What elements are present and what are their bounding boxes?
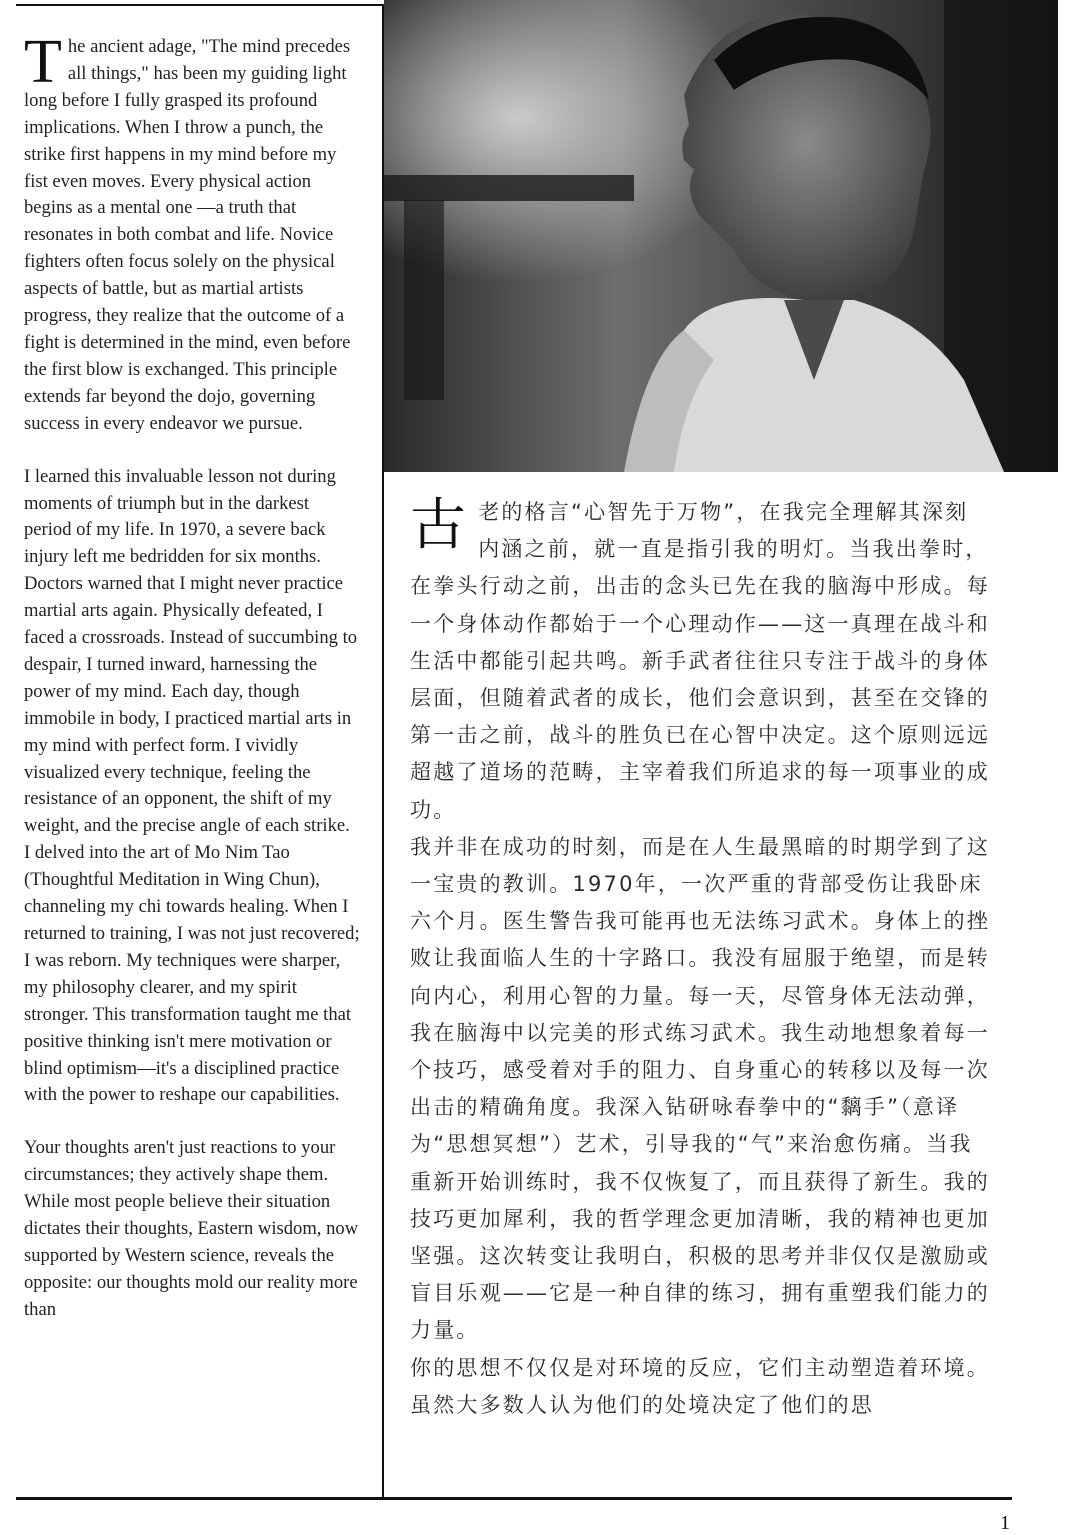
english-paragraph-1 [24,28,360,438]
bottom-rule [16,1497,1012,1500]
chinese-drop-cap: 古 [410,493,469,558]
chinese-column [410,494,990,1424]
english-paragraph-2: I learned this invaluable lesson not during moments of triumph but in the darkest period of my life. In 1970, a severe back injury left me bedridden for six months. Doctors warned that I might never practice martial arts again. Physically defeated, I faced a crossroads. Instead of succumbing to despair, I turned inward, harnessing the power of my mind. Each day, though immobile in body, I practiced martial arts in my mind with perfect form. I vividly visualized every technique, feeling the resistance of an opponent, the shift of my weight, and the precise angle of each strike. I delved into the art of Mo Nim Tao (Thoughtful Meditation in Wing Chun), channeling my chi towards healing. When I returned to training, I was not just recovered; I was reborn. My techniques were sharper, my philosophy clearer, and my spirit stronger. This transformation taught me that positive thinking isn't mere motivation or blind optimism—it's a disciplined practice with the power to reshape our capabilities. [24,465,360,1106]
chinese-paragraph-1-text: 老的格言“心智先于万物”，在我完全理解其深刻内涵之前，就一直是指引我的明灯。当我出拳时，在拳头行动之前，出击的念头已先在我的脑海中形成。每一个身体动作都始于一个心理动作——这一真理在战斗和生活中都能引起共鸣。新手武者往往只专注于战斗的身体层面，但随着武者的成长，他们会意识到，甚至在交锋的第一击之前，战斗的胜负已在心智中决定。这个原则远远超越了道场的范畴，主宰着我们所追求的每一项事业的成功。 [410,500,990,822]
top-rule [16,4,382,6]
english-drop-cap: T [24,28,62,96]
english-paragraph-3: Your thoughts aren't just reactions to your circumstances; they actively shape them. While most people believe their situation dictates their thoughts, Eastern wisdom, now supported by Western science, reveals the opposite: our thoughts mold our reality more than [24,1137,359,1320]
chinese-paragraph-2: 我并非在成功的时刻，而是在人生最黑暗的时期学到了这一宝贵的教训。1970年，一次严重的背部受伤让我卧床六个月。医生警告我可能再也无法练习武术。身体上的挫败让我面临人生的十字路口。我没有屈服于绝望，而是转向内心，利用心智的力量。每一天，尽管身体无法动弹，我在脑海中以完美的形式练习武术。我生动地想象着每一个技巧，感受着对手的阻力、自身重心的转移以及每一次出击的精确角度。我深入钻研咏春拳中的“黐手”（意译为“思想冥想”）艺术，引导我的“气”来治愈伤痛。当我重新开始训练时，我不仅恢复了，而且获得了新生。我的技巧更加犀利，我的哲学理念更加清晰，我的精神也更加坚强。这次转变让我明白，积极的思考并非仅仅是激励或盲目乐观——它是一种自律的练习，拥有重塑我们能力的力量。 [410,834,990,1343]
english-paragraph-1-text: he ancient adage, "The mind precedes all things," has been my guiding light long before I fully grasped its profound implications. When I throw a punch, the strike first happens in my mind before my fist even moves. Every physical action begins as a mental one —a truth that resonates in both combat and life. Novice fighters often focus solely on the physical aspects of battle, but as martial artists progress, they realize that the outcome of a fight is determined in the mind, even before the first blow is exchanged. This principle extends far beyond the dojo, governing success in every endeavor we pursue. [24,36,351,434]
portrait-photo [384,0,1058,472]
page-number: 1 [1000,1512,1010,1534]
english-column [24,28,360,1350]
chinese-paragraph-3: 你的思想不仅仅是对环境的反应，它们主动塑造着环境。虽然大多数人认为他们的处境决定了他们的思 [410,1355,990,1417]
chinese-paragraph-1 [410,494,990,829]
